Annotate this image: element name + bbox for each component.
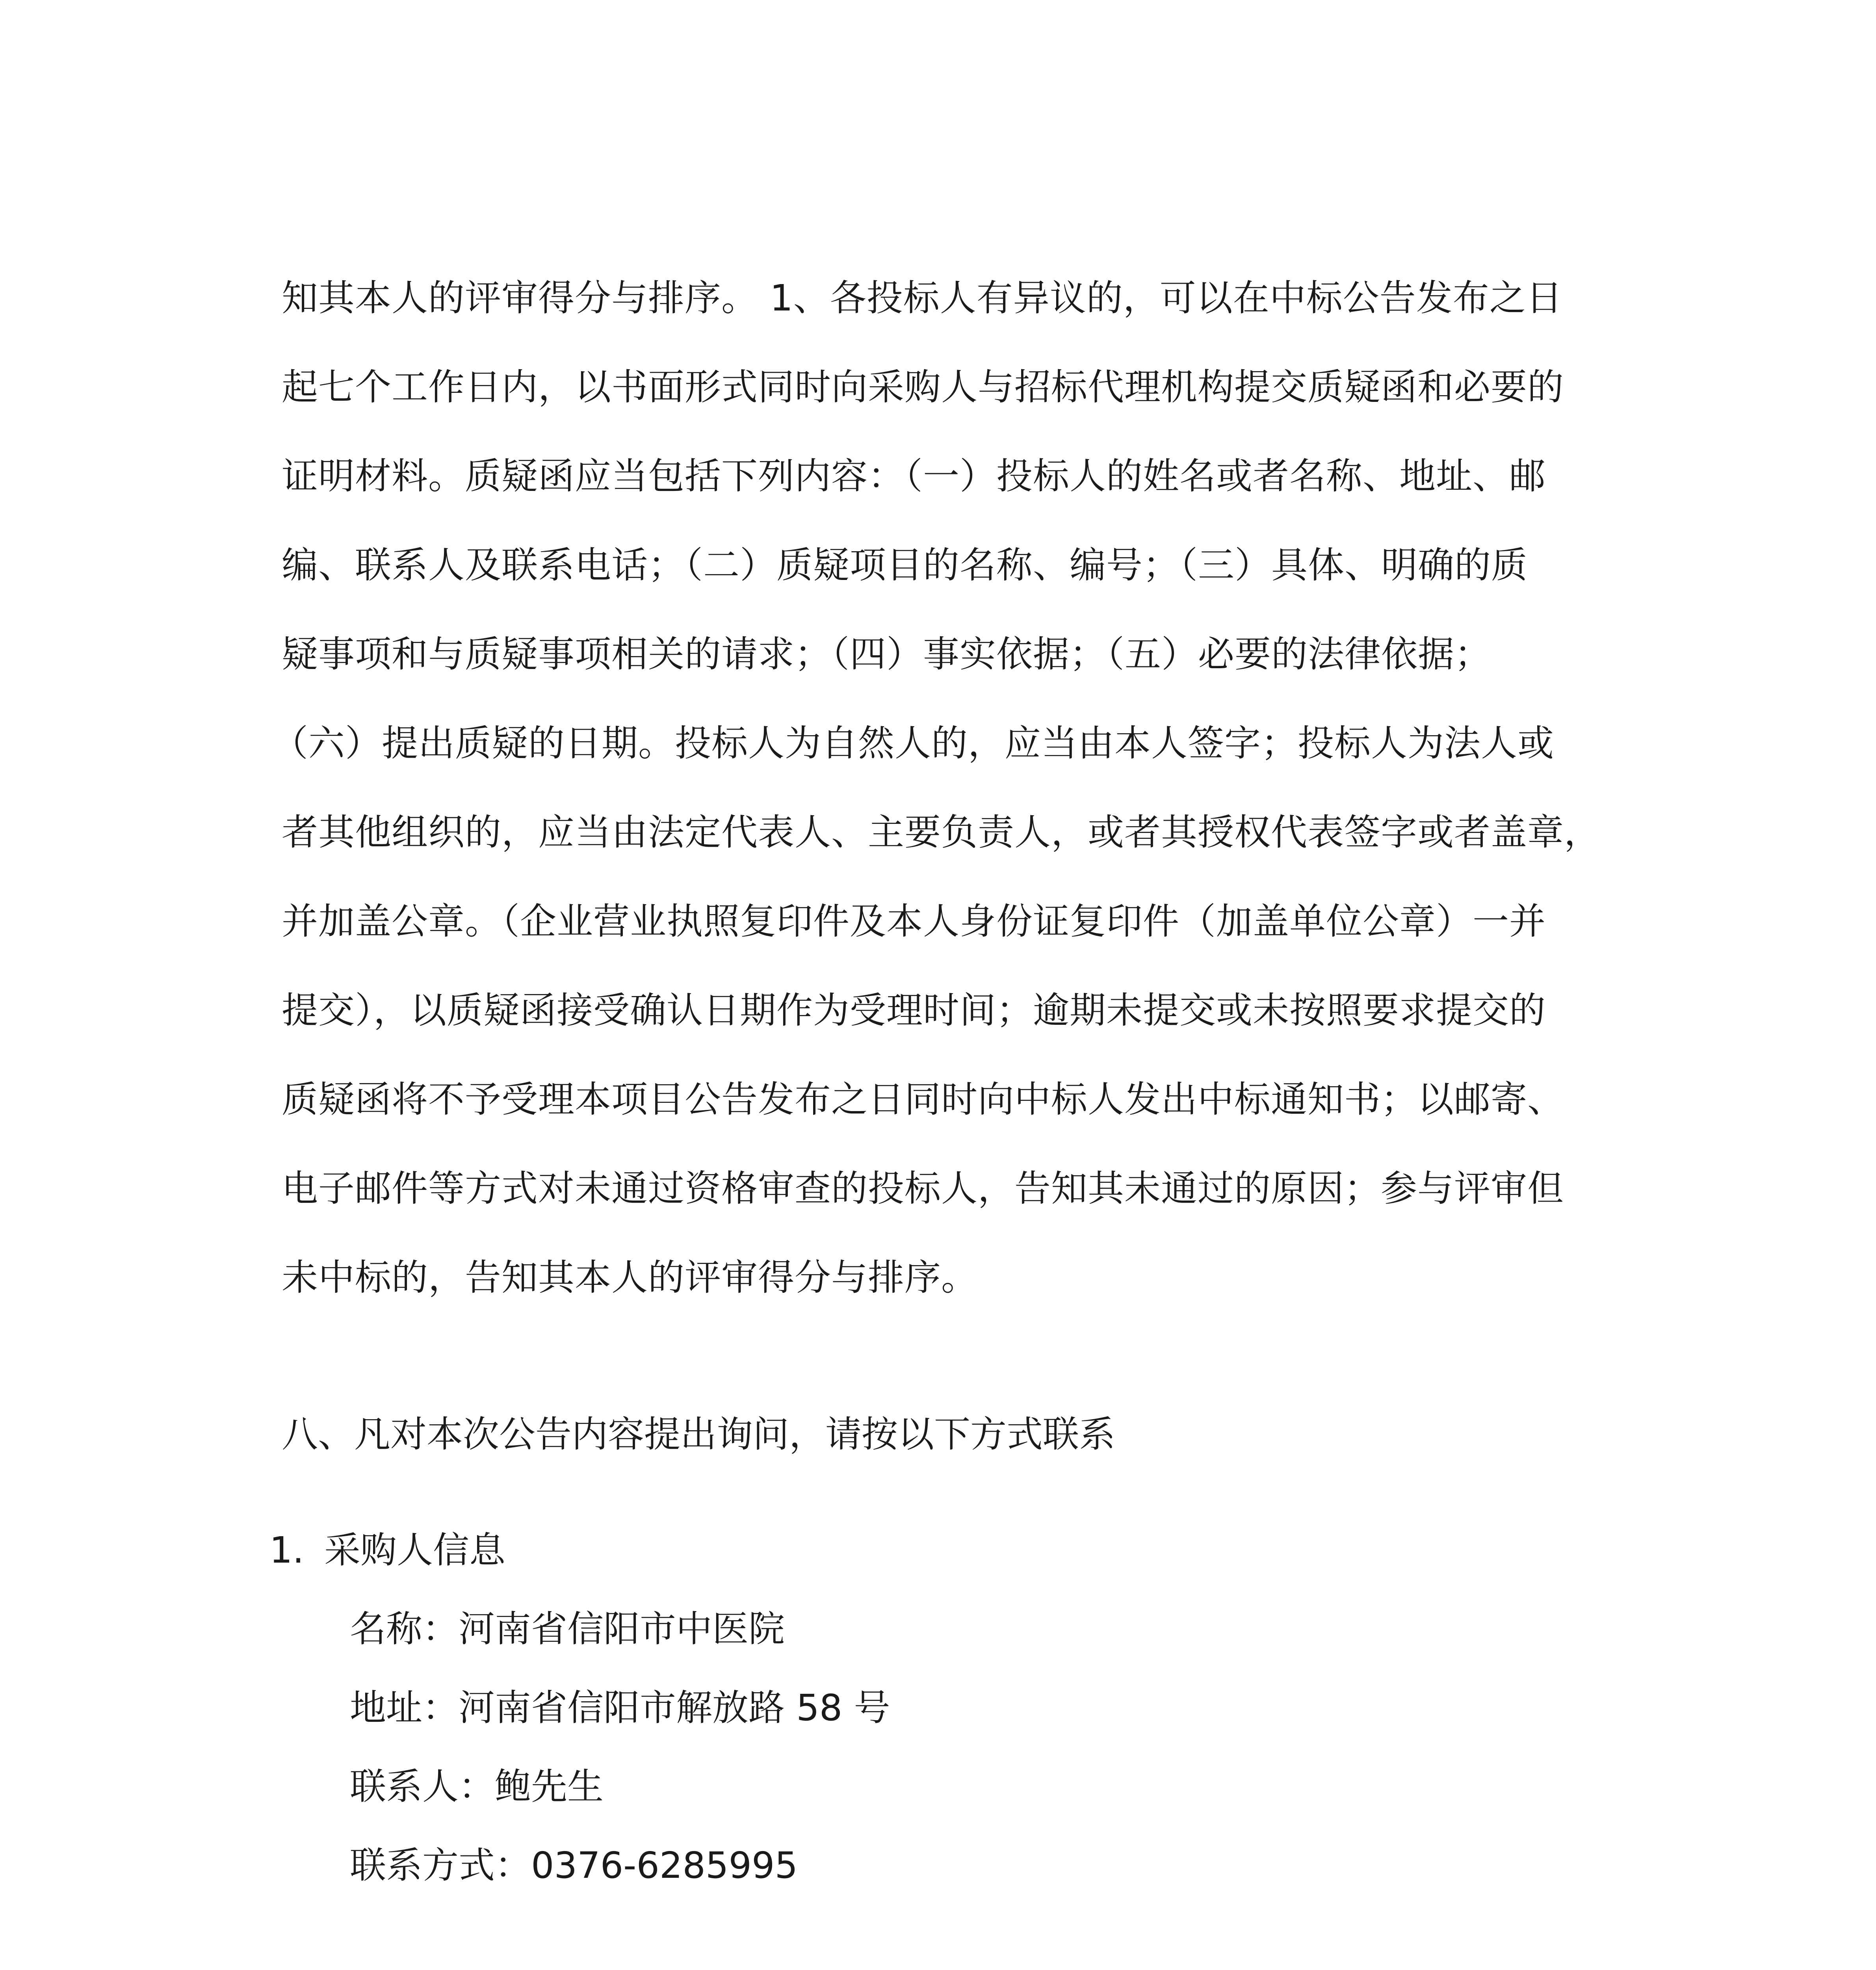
purchaser-name: 名称：河南省信阳市中医院 <box>350 1608 785 1650</box>
paragraph-line: 起七个工作日内，以书面形式同时向采购人与招标代理机构提交质疑函和必要的 <box>282 366 1564 408</box>
paragraph-line: 疑事项和与质疑事项相关的请求；（四）事实依据；（五）必要的法律依据； <box>282 633 1492 675</box>
list-number: 1. <box>269 1529 304 1571</box>
purchaser-info-heading <box>269 1529 1876 1571</box>
paragraph-line: 并加盖公章。（企业营业执照复印件及本人身份证复印件（加盖单位公章）一并 <box>282 900 1546 942</box>
paragraph-line: 编、联系人及联系电话；（二）质疑项目的名称、编号；（三）具体、明确的质 <box>282 544 1528 586</box>
paragraph-line: 质疑函将不予受理本项目公告发布之日同时向中标人发出中标通知书；以邮寄、 <box>282 1078 1564 1121</box>
section-heading: 八、凡对本次公告内容提出询问，请按以下方式联系 <box>282 1413 1116 1455</box>
purchaser-phone: 联系方式：0376-6285995 <box>350 1844 798 1886</box>
paragraph-line: 知其本人的评审得分与排序。 1、各投标人有异议的，可以在中标公告发布之日 <box>282 277 1563 319</box>
paragraph-line: 未中标的，告知其本人的评审得分与排序。 <box>282 1256 978 1299</box>
paragraph-line: 者其他组织的，应当由法定代表人、主要负责人，或者其授权代表签字或者盖章， <box>282 811 1601 853</box>
paragraph-line: （六）提出质疑的日期。投标人为自然人的，应当由本人签字；投标人为法人或 <box>272 722 1555 764</box>
document-page <box>0 277 1876 1886</box>
paragraph-line: 证明材料。质疑函应当包括下列内容：（一）投标人的姓名或者名称、地址、邮 <box>282 455 1546 497</box>
paragraph-line: 电子邮件等方式对未通过资格审查的投标人，告知其未通过的原因；参与评审但 <box>282 1167 1564 1210</box>
purchaser-contact: 联系人：鲍先生 <box>350 1766 604 1808</box>
paragraph-line: 提交），以质疑函接受确认日期作为受理时间；逾期未提交或未按照要求提交的 <box>282 989 1546 1031</box>
purchaser-info-title: 采购人信息 <box>324 1529 506 1571</box>
purchaser-address: 地址：河南省信阳市解放路 58 号 <box>350 1687 890 1729</box>
